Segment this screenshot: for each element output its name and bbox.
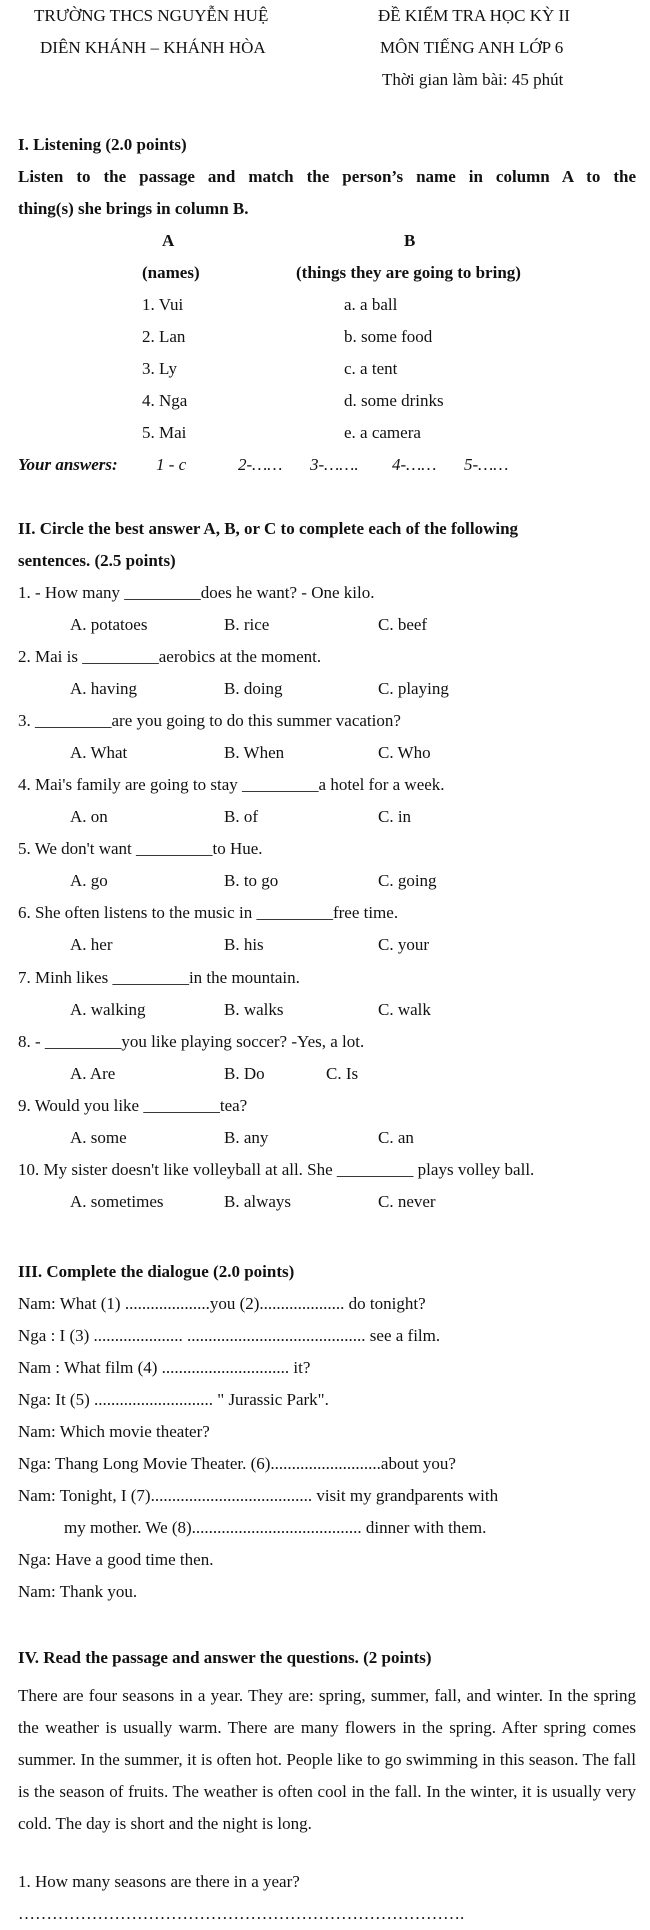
question-text: 10. My sister doesn't like volleyball at all. She _________ plays volley ball. [18,1160,535,1179]
option-b: B. always [224,1192,292,1211]
option-c: C. Who [378,743,431,762]
dialogue-line: Nam: Thank you. [18,1582,138,1601]
question-text: 5. We don't want _________to Hue. [18,839,263,858]
option-c: C. your [378,935,429,954]
col-a-subheader: (names) [142,263,200,282]
dialogue-line: Nga: Thang Long Movie Theater. (6)..........................about you? [18,1454,456,1473]
exam-time: Thời gian làm bài: 45 phút [382,70,564,89]
question-text: 3. _________are you going to do this summer vacation? [18,711,401,730]
question-text: 6. She often listens to the music in _________free time. [18,903,399,922]
option-a: A. go [70,871,108,890]
col-b-header: B [404,231,416,250]
question-text: 1. - How many _________does he want? - One kilo. [18,583,375,602]
option-a: A. her [70,935,113,954]
option-a: A. Are [70,1064,116,1083]
question-text: 8. - _________you like playing soccer? -Yes, a lot. [18,1032,365,1051]
section1-title: I. Listening (2.0 points) [18,135,187,154]
answers-label: Your answers: [18,455,118,474]
option-c: C. in [378,807,412,826]
match-thing: a. a ball [344,295,398,314]
dialogue-line: Nam: Tonight, I (7)...................................... visit my grandparents with [18,1486,499,1505]
exam-subject: MÔN TIẾNG ANH LỚP 6 [380,38,564,57]
section1-instruction-line2: thing(s) she brings in column B. [18,199,249,218]
option-a: A. What [70,743,128,762]
option-c: C. walk [378,1000,431,1019]
section1-instruction-line1: Listen to the passage and match the person’s name in column A to the [18,167,636,186]
option-c: C. beef [378,615,428,634]
question-text: 4. Mai's family are going to stay _________a hotel for a week. [18,775,445,794]
answer-slot: 5-…… [464,455,509,474]
section2-title-line2: sentences. (2.5 points) [18,551,176,570]
answer-line: ……………………………………………………………………. [18,1904,465,1923]
option-b: B. walks [224,1000,284,1019]
option-a: A. sometimes [70,1192,164,1211]
col-a-header: A [162,231,175,250]
option-b: B. any [224,1128,269,1147]
match-thing: c. a tent [344,359,398,378]
col-b-subheader: (things they are going to bring) [296,263,521,282]
school-location: DIÊN KHÁNH – KHÁNH HÒA [40,38,266,57]
option-c: C. playing [378,679,449,698]
match-thing: d. some drinks [344,391,444,410]
option-c: C. going [378,871,437,890]
option-a: A. some [70,1128,127,1147]
reading-question: 1. How many seasons are there in a year? [18,1872,300,1891]
dialogue-line: Nam: Which movie theater? [18,1422,210,1441]
dialogue-line: Nam : What film (4) .............................. it? [18,1358,311,1377]
dialogue-line: Nga: Have a good time then. [18,1550,214,1569]
dialogue-line: Nga : I (3) ..................... .......................................... see a film. [18,1326,441,1345]
option-a: A. potatoes [70,615,148,634]
dialogue-line: Nga: It (5) ............................ " Jurassic Park". [18,1390,329,1409]
match-name: 4. Nga [142,391,188,410]
question-text: 9. Would you like _________tea? [18,1096,248,1115]
section2-title-line1: II. Circle the best answer A, B, or C to complete each of the following [18,519,519,538]
option-a: A. walking [70,1000,146,1019]
option-a: A. on [70,807,108,826]
option-b: B. doing [224,679,283,698]
match-name: 3. Ly [142,359,177,378]
answer-slot: 3-……. [310,455,359,474]
option-a: A. having [70,679,138,698]
option-b: B. his [224,935,264,954]
match-name: 2. Lan [142,327,186,346]
option-b: B. Do [224,1064,265,1083]
dialogue-line: Nam: What (1) ....................you (2).................... do tonight? [18,1294,426,1313]
option-c: C. never [378,1192,436,1211]
match-name: 1. Vui [142,295,184,314]
section3-title: III. Complete the dialogue (2.0 points) [18,1262,295,1281]
answer-slot: 4-…… [392,455,437,474]
option-b: B. rice [224,615,270,634]
answer-slot: 1 - c [156,455,187,474]
dialogue-line: my mother. We (8)........................................ dinner with them. [64,1518,487,1537]
question-text: 7. Minh likes _________in the mountain. [18,968,300,987]
question-text: 2. Mai is _________aerobics at the moment. [18,647,322,666]
answer-slot: 2-…… [238,455,283,474]
match-thing: b. some food [344,327,433,346]
option-b: B. of [224,807,258,826]
match-thing: e. a camera [344,423,421,442]
option-b: B. When [224,743,285,762]
option-c: C. Is [326,1064,359,1083]
option-c: C. an [378,1128,414,1147]
section4-title: IV. Read the passage and answer the questions. (2 points) [18,1648,432,1667]
exam-title: ĐỀ KIỂM TRA HỌC KỲ II [378,6,570,25]
school-name: TRƯỜNG THCS NGUYỄN HUỆ [34,6,269,25]
reading-passage: There are four seasons in a year. They are: spring, summer, fall, and winter. In the spring the weather is usually warm. There are many flowers in the spring. After spring comes summer. In the summer, it is often hot. People like to go swimming in this season. The fall is the season of fruits. The weather is often cool in the fall. In the winter, it is usually very cold. The day is short and the night is long. [18,1686,636,1833]
option-b: B. to go [224,871,279,890]
match-name: 5. Mai [142,423,187,442]
